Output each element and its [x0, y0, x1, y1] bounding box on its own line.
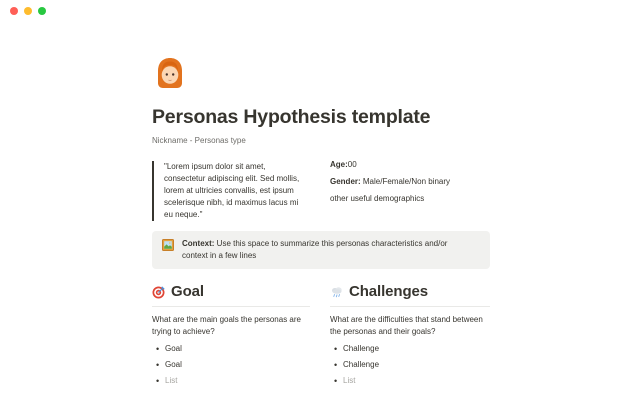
quote-block[interactable] [152, 161, 310, 221]
callout-bold-label: Context: [182, 239, 215, 248]
list-placeholder-item[interactable]: • List [152, 375, 310, 387]
section-goal [152, 282, 310, 391]
rain-cloud-icon [330, 285, 344, 299]
challenges-heading-text: Challenges [349, 283, 429, 300]
page-subtitle[interactable]: Nickname - Personas type [152, 136, 246, 145]
challenges-bullet-list [330, 343, 490, 387]
goal-description-line: trying to achieve? [152, 327, 215, 336]
page-title[interactable]: Personas Hypothesis template [152, 106, 431, 128]
sections-row [152, 282, 490, 391]
challenges-description[interactable] [330, 314, 490, 338]
goal-bullet-list [152, 343, 310, 387]
dart-target-icon [152, 285, 166, 299]
list-placeholder-item[interactable]: • List [330, 375, 490, 387]
goal-heading[interactable] [152, 282, 310, 301]
context-callout[interactable] [152, 231, 490, 269]
callout-text [182, 238, 474, 262]
divider [330, 306, 490, 307]
callout-body: Use this space to summarize this personas characteristics and/or context in a few lines [182, 239, 448, 260]
other-demographics-row[interactable] [330, 195, 490, 203]
goal-description-line: What are the main goals the personas are [152, 315, 301, 324]
demographics-block [330, 161, 490, 221]
quote-line: eu neque." [164, 210, 203, 219]
quote-line: lorem at ultricies convallis, est ipsum [164, 186, 294, 195]
gender-value: Male/Female/Non binary [360, 177, 451, 186]
list-item[interactable]: • Goal [152, 343, 310, 355]
gender-row[interactable] [330, 178, 490, 186]
zoom-button[interactable] [38, 7, 46, 15]
list-item[interactable]: • Goal [152, 359, 310, 371]
challenges-description-line: What are the difficulties that stand between [330, 315, 483, 324]
gender-label: Gender: [330, 177, 361, 186]
section-challenges [330, 282, 490, 391]
challenges-description-line: the personas and their goals? [330, 327, 436, 336]
minimize-button[interactable] [24, 7, 32, 15]
page-content [152, 55, 490, 391]
list-item[interactable]: • Challenge [330, 359, 490, 371]
age-value: 00 [347, 160, 357, 169]
close-button[interactable] [10, 7, 18, 15]
other-demographics-text: other useful demographics [330, 194, 425, 203]
goal-heading-text: Goal [171, 283, 204, 300]
age-row[interactable] [330, 161, 490, 169]
quote-line: "Lorem ipsum dolor sit amet, [164, 162, 266, 171]
divider [152, 306, 310, 307]
list-item[interactable]: • Challenge [330, 343, 490, 355]
quote-demographics-row [152, 161, 490, 221]
goal-description[interactable] [152, 314, 310, 338]
quote-line: consectetur adipiscing elit. Sed mollis, [164, 174, 300, 183]
challenges-heading[interactable] [330, 282, 490, 301]
window-controls [10, 7, 46, 15]
framed-picture-icon [162, 239, 174, 251]
quote-line: scelerisque nibh, id maximus lacus mi [164, 198, 299, 207]
woman-red-hair-page-icon[interactable] [152, 55, 188, 91]
age-label: Age: [330, 160, 348, 169]
